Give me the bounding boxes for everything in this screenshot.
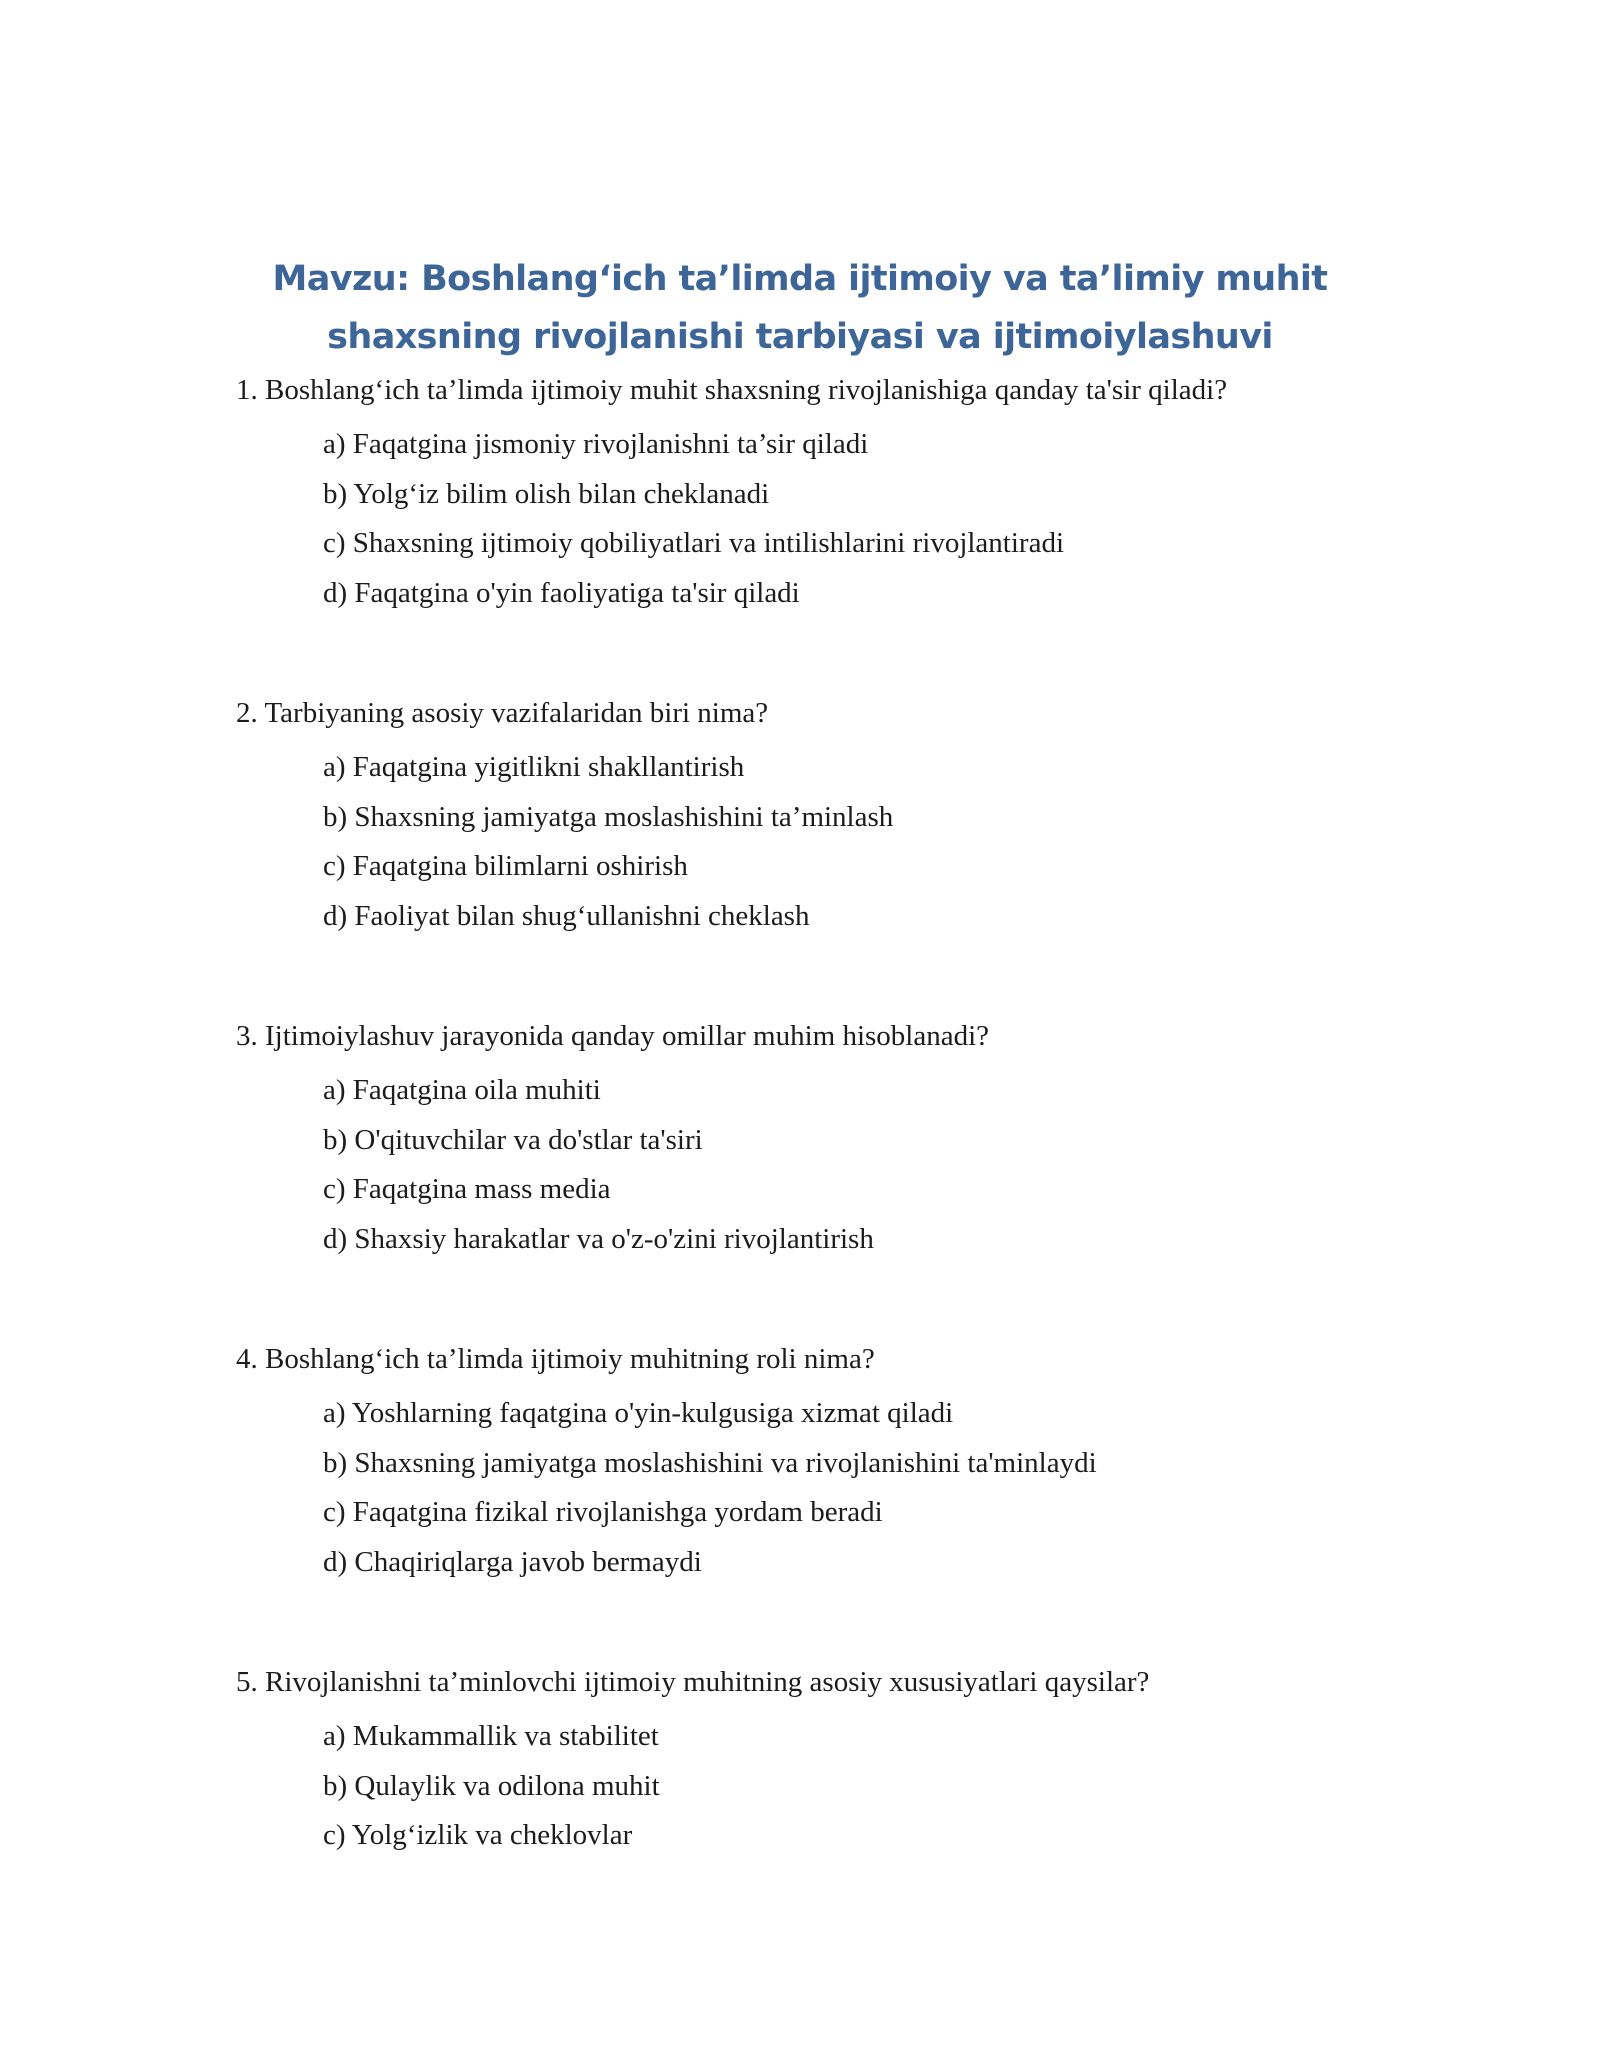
answer-option-d: d) Chaqiriqlarga javob bermaydi xyxy=(323,1545,702,1578)
answer-options xyxy=(236,1070,1396,1268)
question-4 xyxy=(236,1339,1396,1591)
question-2 xyxy=(236,693,1396,945)
answer-options xyxy=(236,424,1396,622)
answer-option-d: d) Faoliyat bilan shug‘ullanishni cheklash xyxy=(323,899,810,932)
answer-option-d: d) Faqatgina o'yin faoliyatiga ta'sir qiladi xyxy=(323,576,800,609)
answer-option-a: a) Faqatgina oila muhiti xyxy=(323,1074,601,1106)
title-line-2: shaxsning rivojlanishi tarbiyasi va ijtimoiylashuvi xyxy=(327,317,1273,357)
question-5 xyxy=(236,1662,1396,1865)
answer-option-b: b) O'qituvchilar va do'stlar ta'siri xyxy=(323,1123,703,1156)
answer-option-a: a) Yoshlarning faqatgina o'yin-kulgusiga xizmat qiladi xyxy=(323,1397,954,1429)
answer-option-c: c) Faqatgina mass media xyxy=(323,1173,611,1205)
answer-options xyxy=(236,1716,1396,1865)
answer-option-c: c) Faqatgina bilimlarni oshirish xyxy=(323,850,688,882)
answer-option-d: d) Shaxsiy harakatlar va o'z-o'zini rivojlantirish xyxy=(323,1222,874,1255)
answer-option-b: b) Shaxsning jamiyatga moslashishini ta’minlash xyxy=(323,800,894,833)
answer-options xyxy=(236,747,1396,945)
answer-option-a: a) Faqatgina yigitlikni shakllantirish xyxy=(323,751,745,783)
question-3 xyxy=(236,1016,1396,1268)
question-text: 1. Boshlang‘ich ta’limda ijtimoiy muhit shaxsning rivojlanishiga qanday ta'sir qiladi? xyxy=(236,374,1228,406)
question-1 xyxy=(236,370,1396,622)
answer-option-b: b) Yolg‘iz bilim olish bilan cheklanadi xyxy=(323,477,770,510)
answer-option-c: c) Yolg‘izlik va cheklovlar xyxy=(323,1819,633,1851)
answer-option-a: a) Faqatgina jismoniy rivojlanishni ta’sir qiladi xyxy=(323,428,869,460)
document-title xyxy=(236,250,1364,366)
answer-option-a: a) Mukammallik va stabilitet xyxy=(323,1720,659,1752)
answer-option-b: b) Qulaylik va odilona muhit xyxy=(323,1769,660,1802)
answer-option-c: c) Faqatgina fizikal rivojlanishga yordam beradi xyxy=(323,1496,883,1528)
question-text: 5. Rivojlanishni ta’minlovchi ijtimoiy muhitning asosiy xususiyatlari qaysilar? xyxy=(236,1666,1150,1698)
answer-option-b: b) Shaxsning jamiyatga moslashishini va rivojlanishini ta'minlaydi xyxy=(323,1446,1097,1479)
question-text: 3. Ijtimoiylashuv jarayonida qanday omillar muhim hisoblanadi? xyxy=(236,1020,990,1052)
title-line-1: Mavzu: Boshlang‘ich ta’limda ijtimoiy va ta’limiy muhit xyxy=(272,259,1328,299)
question-text: 2. Tarbiyaning asosiy vazifalaridan biri nima? xyxy=(236,697,769,729)
answer-option-c: c) Shaxsning ijtimoiy qobiliyatlari va intilishlarini rivojlantiradi xyxy=(323,527,1065,559)
answer-options xyxy=(236,1393,1396,1591)
question-text: 4. Boshlang‘ich ta’limda ijtimoiy muhitning roli nima? xyxy=(236,1343,875,1375)
